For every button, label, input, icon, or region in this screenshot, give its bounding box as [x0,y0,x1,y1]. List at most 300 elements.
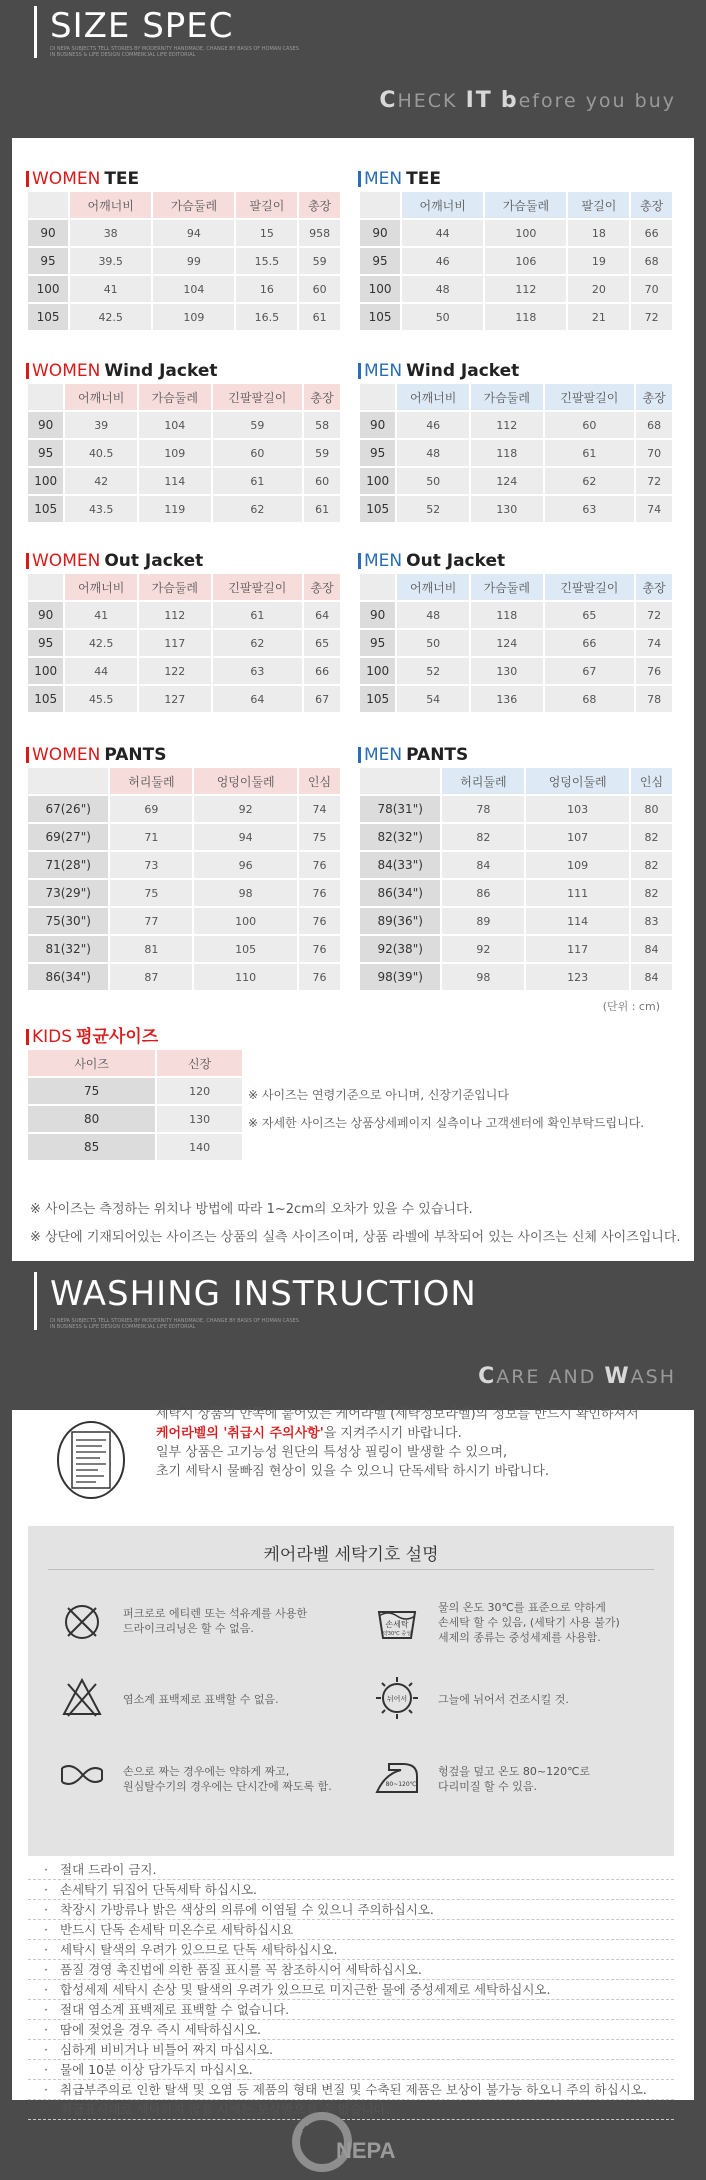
value-cell: 48 [402,276,483,302]
heading-item: Wind Jacket [406,361,520,381]
women-tee-block [26,168,342,332]
heading-bar [26,1029,29,1045]
men-pants-heading [358,744,674,766]
value-cell: 15.5 [236,248,297,274]
value-cell: 76 [299,852,340,878]
symbol-description [438,1692,688,1707]
size-cell: 90 [28,412,63,438]
column-header [360,768,440,794]
value-cell: 40.5 [65,440,137,466]
column-header [28,384,63,410]
value-cell: 42.5 [65,630,137,656]
value-cell: 123 [526,964,629,990]
heading-bar [358,553,361,569]
warning-item: · 심하게 비비거나 비틀어 짜지 마십시오. [28,2040,674,2060]
value-cell: 117 [139,630,211,656]
value-cell: 136 [471,686,543,712]
heading-gender: KIDS [32,1027,73,1047]
value-cell: 87 [110,964,192,990]
value-cell: 112 [471,412,543,438]
heading-item: Out Jacket [104,551,204,571]
value-cell: 46 [397,412,469,438]
value-cell: 48 [397,602,469,628]
value-cell: 78 [636,686,672,712]
column-header: 총장 [636,384,672,410]
value-cell: 44 [402,220,483,246]
header-accent-bar [34,6,37,58]
value-cell: 130 [157,1106,242,1132]
value-cell: 86 [442,880,524,906]
tagline-text: ASH [630,1366,676,1388]
size-cell: 75 [28,1078,155,1104]
value-cell: 110 [194,964,297,990]
value-cell: 45.5 [65,686,137,712]
symbol-description [438,1600,688,1645]
value-cell: 48 [397,440,469,466]
value-cell: 63 [545,496,635,522]
symbol-text: 퍼크로로 에티렌 또는 석유계를 사용한 [123,1607,308,1620]
column-header: 긴팔팔길이 [213,384,303,410]
size-cell: 95 [360,440,395,466]
table-row [360,602,672,628]
size-cell: 90 [360,412,395,438]
heading-gender: WOMEN [32,551,101,571]
table-row [360,824,672,850]
column-header: 총장 [299,192,340,218]
hand-wring-icon [58,1752,106,1800]
value-cell: 41 [65,602,137,628]
women-pants-block [26,744,342,992]
women-out-table [26,572,342,714]
kids-note: ※ 사이즈는 연령기준으로 아니며, 신장기준입니다 [248,1088,509,1102]
size-cell: 89(36") [360,908,440,934]
value-cell: 109 [526,852,629,878]
value-cell: 66 [545,630,635,656]
size-cell: 95 [360,630,395,656]
value-cell: 61 [545,440,635,466]
table-row [360,496,672,522]
heading-item: TEE [406,169,441,189]
size-footnote: ※ 상단에 기재되어있는 사이즈는 상품의 실측 사이즈이며, 상품 라벨에 부착되어 있는 사이즈는 신체 사이즈입니다. [30,1230,681,1245]
heading-bar [358,363,361,379]
value-cell: 64 [304,602,340,628]
value-cell: 75 [110,880,192,906]
column-header: 긴팔팔길이 [545,574,635,600]
size-cell: 90 [360,602,395,628]
value-cell: 100 [194,908,297,934]
value-cell: 109 [139,440,211,466]
value-cell: 114 [139,468,211,494]
kids-heading [26,1026,244,1048]
table-row [28,658,340,684]
column-header [360,192,400,218]
value-cell: 111 [526,880,629,906]
value-cell: 63 [213,658,303,684]
table-row [28,1078,242,1104]
column-header: 팔길이 [236,192,297,218]
heading-gender: WOMEN [32,361,101,381]
table-row [360,686,672,712]
value-cell: 105 [194,936,297,962]
men-wind-block [358,360,674,524]
column-header: 허리둘레 [442,768,524,794]
table-header-row [360,768,672,794]
table-row [360,440,672,466]
column-header [28,574,63,600]
value-cell: 112 [139,602,211,628]
table-row [28,248,340,274]
value-cell: 67 [545,658,635,684]
column-header: 어깨너비 [397,384,469,410]
value-cell: 76 [299,964,340,990]
kids-note: ※ 자세한 사이즈는 상품상세페이지 실측이나 고객센터에 확인부탁드립니다. [248,1116,645,1130]
symbol-text: 염소계 표백제로 표백할 수 없음. [123,1693,279,1706]
women-tee-heading [26,168,342,190]
column-header: 어깨너비 [397,574,469,600]
symbol-text: 원심탈수기의 경우에는 단시간에 짜도록 함. [123,1780,332,1793]
value-cell: 74 [299,796,340,822]
women-wind-heading [26,360,342,382]
table-row [360,852,672,878]
tagline-text: efore you buy [518,90,676,112]
table-header-row [360,192,672,218]
kids-block [26,1026,244,1162]
warning-item: · 절대 염소계 표백제로 표백할 수 없습니다. [28,2000,674,2020]
column-header: 인심 [299,768,340,794]
value-cell: 92 [442,936,524,962]
value-cell: 130 [471,658,543,684]
table-row [28,440,340,466]
line-dry-icon [373,1674,421,1722]
value-cell: 118 [471,602,543,628]
size-cell: 80 [28,1106,155,1132]
table-row [360,658,672,684]
warning-item: · 절대 드라이 금지. [28,1860,674,1880]
column-header: 긴팔팔길이 [213,574,303,600]
column-header: 엉덩이둘레 [194,768,297,794]
warning-item: · 품질 경영 촉진법에 의한 품질 표시를 꼭 참조하시어 세탁하십시오. [28,1960,674,1980]
table-row [360,630,672,656]
washing-header [0,1262,706,1406]
value-cell: 65 [304,630,340,656]
table-row [28,936,340,962]
warning-item: · 취급표시대로 세탁하지 않을 시에는 보상받으실 수 없습니다. [28,2100,674,2120]
value-cell: 78 [442,796,524,822]
men-wind-table [358,382,674,524]
table-row [28,880,340,906]
value-cell: 92 [194,796,297,822]
size-cell: 90 [360,220,400,246]
column-header: 어깨너비 [402,192,483,218]
intro-line: 세탁시 상품의 안쪽에 붙어있는 케어라벨 (세탁정보라벨)의 정보를 반드시 확인하셔서 [156,1407,639,1422]
value-cell: 42 [65,468,137,494]
heading-bar [358,171,361,187]
value-cell: 61 [304,496,340,522]
value-cell: 65 [545,602,635,628]
table-header-row [360,384,672,410]
size-cell: 73(29") [28,880,108,906]
table-row [28,796,340,822]
heading-gender: MEN [364,361,403,381]
value-cell: 69 [110,796,192,822]
women-wind-table [26,382,342,524]
value-cell: 39.5 [70,248,151,274]
men-out-table [358,572,674,714]
value-cell: 52 [397,496,469,522]
tagline-initial: IT [465,88,493,113]
table-row [28,276,340,302]
size-cell: 105 [28,686,63,712]
value-cell: 68 [636,412,672,438]
value-cell: 50 [397,630,469,656]
column-header: 가슴둘레 [139,574,211,600]
tagline-initial: b [500,88,519,113]
size-cell: 69(27") [28,824,108,850]
value-cell: 81 [110,936,192,962]
value-cell: 61 [213,468,303,494]
value-cell: 140 [157,1134,242,1160]
value-cell: 62 [213,496,303,522]
value-cell: 117 [526,936,629,962]
header-accent-bar [34,1272,37,1330]
column-header: 가슴둘레 [139,384,211,410]
iron-label: 80~120℃ [385,1781,417,1788]
check-it-tagline [379,88,676,113]
value-cell: 80 [631,796,672,822]
intro-line: 일부 상품은 고기능성 원단의 특성상 필링이 발생할 수 있으며, [156,1445,508,1460]
care-symbols-title: 케어라벨 세탁기호 설명 [48,1540,654,1570]
men-pants-table [358,766,674,992]
tagline-initial: C [379,88,398,113]
men-tee-heading [358,168,674,190]
column-header: 가슴둘레 [471,574,543,600]
value-cell: 18 [568,220,629,246]
care-label-icon [56,1420,126,1500]
column-header: 어깨너비 [65,574,137,600]
size-spec-title: SIZE SPEC [50,6,234,46]
value-cell: 130 [471,496,543,522]
kids-table [26,1048,244,1162]
column-header: 허리둘레 [110,768,192,794]
intro-line-rest: 을 지켜주시기 바랍니다. [323,1426,462,1441]
table-row [360,880,672,906]
warning-item: · 취급부주의로 인한 탈색 및 오염 등 제품의 형태 변질 및 수축된 제품은 보상이 불가능 하오니 주의 하십시오. [28,2080,674,2100]
value-cell: 84 [442,852,524,878]
heading-bar [358,747,361,763]
value-cell: 106 [485,248,566,274]
value-cell: 60 [213,440,303,466]
column-header: 사이즈 [28,1050,155,1076]
size-spec-subtitle: DI NEPA SUBJECTS TELL STORIES BY MODERNITY HANDMADE, CHANGE BY BASIS OF HOMAN CASES IN BUSINESS & LIFE DESIGN COMMERCIAL LIFE EDITORIAL [50,46,299,58]
no-bleach-icon [58,1674,106,1722]
heading-item: PANTS [406,745,469,765]
table-row [360,908,672,934]
value-cell: 59 [304,440,340,466]
value-cell: 82 [442,824,524,850]
table-row [360,276,672,302]
column-header [28,768,108,794]
size-cell: 100 [28,468,63,494]
size-cell: 100 [360,658,395,684]
warning-item: · 물에 10분 이상 담가두지 마십시오. [28,2060,674,2080]
size-cell: 78(31") [360,796,440,822]
table-row [28,630,340,656]
value-cell: 119 [139,496,211,522]
size-cell: 85 [28,1134,155,1160]
size-cell: 95 [360,248,400,274]
warning-item: · 합성세제 세탁시 손상 및 탈색의 우려가 있으므로 미지근한 물에 중성세제로 세탁하십시오. [28,1980,674,2000]
size-cell: 92(38") [360,936,440,962]
value-cell: 58 [304,412,340,438]
heading-bar [26,171,29,187]
size-cell: 105 [360,304,400,330]
warning-item: · 반드시 단독 손세탁 미온수로 세탁하십시요 [28,1920,674,1940]
men-tee-block [358,168,674,332]
tagline-text: HECK [397,90,466,112]
washing-subtitle: DI NEPA SUBJECTS TELL STORIES BY MODERNITY HANDMADE, CHANGE BY BASIS OF HOMAN CASES IN BUSINESS & LIFE DESIGN COMMERCIAL LIFE EDITORIAL [50,1318,299,1330]
size-spec-header [0,0,706,140]
column-header: 가슴둘레 [471,384,543,410]
value-cell: 70 [636,440,672,466]
value-cell: 76 [299,936,340,962]
size-cell: 95 [28,440,63,466]
women-tee-table [26,190,342,332]
warning-item: · 손세탁기 뒤집어 단독세탁 하십시오. [28,1880,674,1900]
value-cell: 96 [194,852,297,878]
symbol-text: 세제의 종류는 중성세제를 사용함. [438,1631,601,1644]
table-header-row [28,768,340,794]
table-row [360,304,672,330]
value-cell: 103 [526,796,629,822]
size-spec-card [12,138,694,1261]
size-cell: 100 [28,658,63,684]
column-header [360,574,395,600]
value-cell: 74 [636,630,672,656]
value-cell: 100 [485,220,566,246]
symbol-description [438,1764,688,1794]
value-cell: 59 [299,248,340,274]
value-cell: 118 [485,304,566,330]
value-cell: 60 [545,412,635,438]
value-cell: 43.5 [65,496,137,522]
value-cell: 82 [631,824,672,850]
value-cell: 118 [471,440,543,466]
heading-item: 평균사이즈 [76,1027,159,1047]
value-cell: 66 [631,220,672,246]
value-cell: 94 [194,824,297,850]
size-cell: 105 [360,496,395,522]
intro-line: 초기 세탁시 물빠짐 현상이 있을 수 있으니 단독세탁 하시기 바랍니다. [156,1464,549,1479]
value-cell: 124 [471,468,543,494]
nepa-logo [290,2110,400,2174]
intro-line [156,1424,656,1443]
value-cell: 77 [110,908,192,934]
size-footnote: ※ 사이즈는 측정하는 위치나 방법에 따라 1~2cm의 오차가 있을 수 있습니다. [30,1202,473,1217]
care-label-caution: 케어라벨의 '취급시 주의사항' [156,1426,324,1441]
value-cell: 59 [213,412,303,438]
value-cell: 124 [471,630,543,656]
table-row [360,412,672,438]
table-row [28,824,340,850]
column-header: 총장 [636,574,672,600]
hand-wash-label: 손세탁 [385,1620,409,1629]
symbol-text: 다리미질 할 수 있음. [438,1780,537,1793]
value-cell: 64 [213,686,303,712]
value-cell: 75 [299,824,340,850]
value-cell: 21 [568,304,629,330]
table-row [28,852,340,878]
heading-gender: MEN [364,745,403,765]
column-header: 엉덩이둘레 [526,768,629,794]
value-cell: 71 [110,824,192,850]
table-row [28,602,340,628]
value-cell: 16.5 [236,304,297,330]
table-row [360,220,672,246]
column-header [360,384,395,410]
table-row [360,248,672,274]
table-row [360,964,672,990]
value-cell: 39 [65,412,137,438]
value-cell: 114 [526,908,629,934]
size-cell: 67(26") [28,796,108,822]
nepa-logo-text: NEPA [336,2138,396,2163]
value-cell: 958 [299,220,340,246]
size-cell: 90 [28,220,68,246]
value-cell: 60 [299,276,340,302]
men-out-heading [358,550,674,572]
value-cell: 46 [402,248,483,274]
value-cell: 66 [304,658,340,684]
table-row [360,936,672,962]
column-header: 가슴둘레 [153,192,234,218]
symbol-text: 그늘에 뉘어서 건조시킬 것. [438,1693,569,1706]
value-cell: 61 [299,304,340,330]
heading-bar [26,553,29,569]
column-header [28,192,68,218]
table-row [28,964,340,990]
value-cell: 98 [442,964,524,990]
value-cell: 52 [397,658,469,684]
heading-item: TEE [104,169,140,189]
value-cell: 19 [568,248,629,274]
size-cell: 105 [28,304,68,330]
value-cell: 127 [139,686,211,712]
table-header-row [28,192,340,218]
size-cell: 82(32") [360,824,440,850]
care-and-wash-tagline [478,1364,676,1389]
heading-item: Wind Jacket [104,361,218,381]
column-header: 총장 [304,384,340,410]
symbol-text: 손으로 짜는 경우에는 약하게 짜고, [123,1765,290,1778]
no-dry-clean-icon [58,1598,106,1646]
table-row [360,796,672,822]
heading-bar [26,363,29,379]
value-cell: 104 [153,276,234,302]
table-row [28,412,340,438]
column-header: 팔길이 [568,192,629,218]
value-cell: 20 [568,276,629,302]
value-cell: 76 [636,658,672,684]
value-cell: 107 [526,824,629,850]
men-wind-heading [358,360,674,382]
size-cell: 86(34") [28,964,108,990]
value-cell: 72 [636,602,672,628]
table-row [28,496,340,522]
washing-warnings-list [28,1860,674,2120]
table-row [28,304,340,330]
symbol-text: 드라이크리닝은 할 수 없음. [123,1622,254,1635]
washing-intro [156,1405,656,1481]
